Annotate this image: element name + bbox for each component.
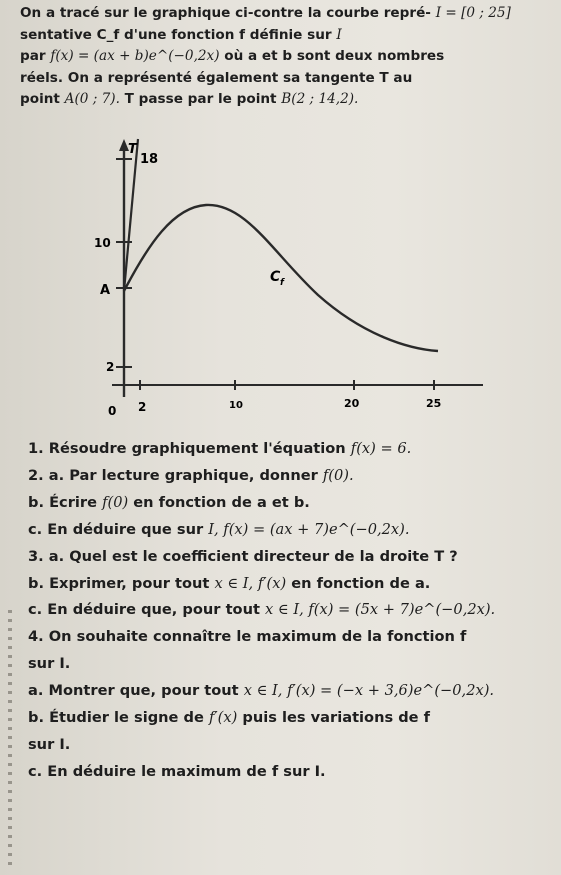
- intro-text-3a: par: [20, 48, 46, 64]
- question-3c: [28, 597, 553, 624]
- intro-text-2: sentative C_f d'une fonction f définie sur: [20, 26, 332, 43]
- question-2a: [28, 463, 553, 490]
- question-4: [28, 624, 553, 651]
- intro-text-4: réels. On a représenté également sa tangente T au: [20, 69, 413, 86]
- x-tick-0-label: 0: [108, 404, 117, 418]
- intro-line-3: [20, 46, 555, 68]
- question-1-math: f(x) = 6.: [350, 440, 412, 457]
- intro-line-1: [20, 3, 555, 25]
- function-definition: f(x) = (ax + b)e^(−0,2x): [50, 48, 220, 64]
- x-tick-20-label: 20: [344, 397, 360, 410]
- y-tick-10-label: 10: [94, 236, 111, 250]
- question-4a-text: a. Montrer que, pour tout: [28, 682, 239, 700]
- exercise-intro: [20, 3, 555, 111]
- question-2b-text: b. Écrire: [28, 493, 97, 511]
- question-2b: [28, 490, 553, 517]
- tangent-label: T: [128, 142, 137, 157]
- function-graph: [88, 135, 498, 430]
- interval-I: I = [0 ; 25]: [435, 5, 511, 21]
- y-tick-2-label: 2: [106, 360, 115, 374]
- question-1-text: 1. Résoudre graphiquement l'équation: [28, 440, 346, 457]
- question-3c-math: x ∈ I, f(x) = (5x + 7)e^(−0,2x).: [265, 601, 496, 619]
- curve-label-sub: f: [280, 278, 284, 288]
- x-tick-2-label: 2: [138, 400, 147, 414]
- intro-line-5: [20, 89, 555, 111]
- question-4c: [28, 759, 553, 786]
- question-2a-text: 2. a. Par lecture graphique, donner: [28, 466, 318, 484]
- question-4-cont-text: sur I.: [28, 655, 71, 673]
- question-3b-math: x ∈ I, f′(x): [214, 574, 287, 592]
- question-4b-math: f′(x): [208, 709, 238, 727]
- question-4b-cont-text: sur I.: [28, 735, 71, 753]
- point-B-coords: B(2 ; 14,2).: [281, 91, 359, 107]
- y-tick-18-label: 18: [140, 152, 159, 167]
- question-3a-text: 3. a. Quel est le coefficient directeur de la droite T ?: [28, 547, 458, 565]
- question-2c: [28, 517, 553, 544]
- question-4-cont: [28, 651, 553, 678]
- curve-label: C: [270, 269, 281, 285]
- question-3b-text: b. Exprimer, pour tout: [28, 574, 210, 592]
- question-4b-text: b. Étudier le signe de: [28, 709, 204, 727]
- question-2a-math: f(0).: [322, 466, 354, 484]
- question-3b-tail: en fonction de a.: [291, 574, 431, 592]
- question-4b-cont: [28, 732, 553, 759]
- question-list: [28, 436, 553, 786]
- question-4a: [28, 678, 553, 705]
- question-3a: [28, 544, 553, 571]
- question-2b-math: f(0): [102, 493, 129, 511]
- question-4b-tail: puis les variations de f: [242, 709, 431, 727]
- x-tick-10-label: 10: [229, 400, 243, 411]
- intro-text-5c: T passe par le point: [124, 91, 277, 107]
- question-4c-text: c. En déduire le maximum de f sur I.: [28, 762, 326, 780]
- intro-line-2: [20, 25, 555, 47]
- question-2c-math: I, f(x) = (ax + 7)e^(−0,2x).: [208, 520, 410, 538]
- intro-text-3c: où a et b sont deux nombres: [224, 48, 445, 64]
- question-4b: [28, 705, 553, 732]
- question-4-text: 4. On souhaite connaître le maximum de la fonction f: [28, 628, 467, 646]
- question-2b-tail: en fonction de a et b.: [133, 493, 310, 511]
- binding-margin: [8, 610, 12, 870]
- question-4a-math: x ∈ I, f′(x) = (−x + 3,6)e^(−0,2x).: [243, 682, 495, 700]
- intro-text-1: On a tracé sur le graphique ci-contre la courbe repré-: [20, 5, 431, 21]
- question-3c-text: c. En déduire que, pour tout: [28, 601, 260, 619]
- x-tick-25-label: 25: [426, 397, 442, 410]
- intro-text-5a: point: [20, 91, 60, 107]
- interval-name: I: [336, 26, 342, 43]
- question-1: [28, 436, 553, 463]
- question-2c-text: c. En déduire que sur: [28, 520, 204, 538]
- point-A-coords: A(0 ; 7).: [64, 91, 120, 107]
- point-A-label: A: [100, 283, 111, 298]
- intro-line-4: [20, 68, 555, 90]
- question-3b: [28, 571, 553, 598]
